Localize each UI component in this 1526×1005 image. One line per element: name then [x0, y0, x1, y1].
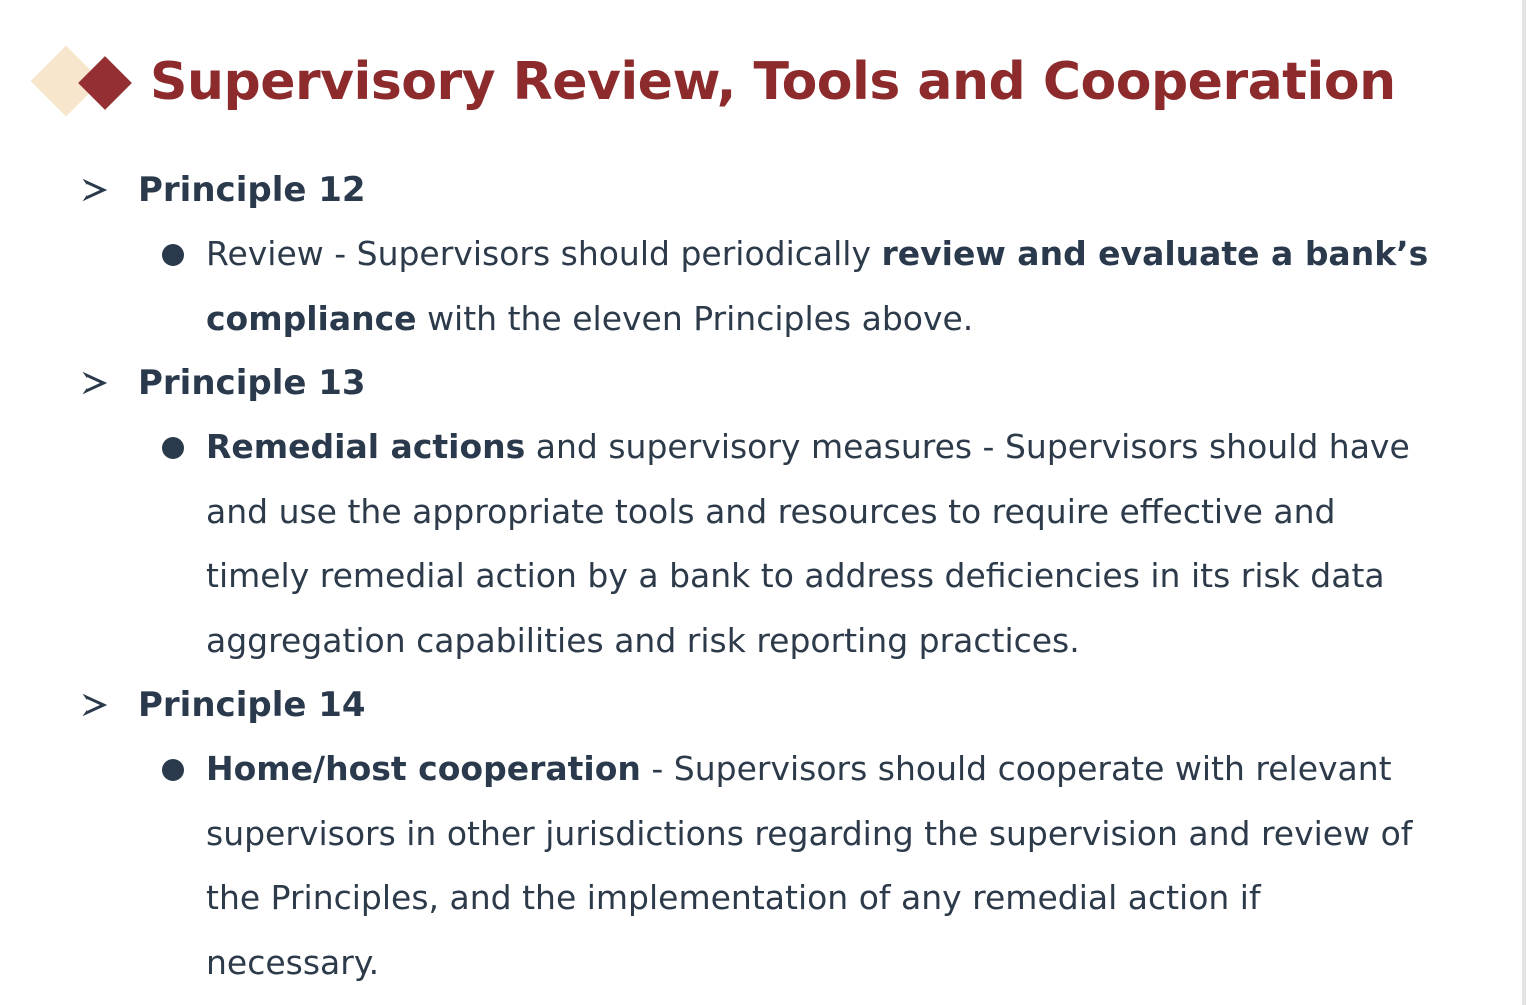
dark-diamond-shape [78, 56, 132, 110]
principle-heading: Principle 13 [138, 363, 366, 403]
principles-list [80, 158, 1440, 995]
double-diamond-icon [28, 44, 138, 120]
description-text: - Supervisors should cooperate with relevant supervisors in other jurisdictions regarding the supervision and review of the Principles, and the implementation of any remedial action if necessary. [206, 749, 1413, 982]
description-emphasis: review and evaluate a bank’s compliance [206, 234, 1429, 338]
arrowhead-icon [82, 370, 108, 396]
principle-description [206, 737, 1436, 995]
arrowhead-icon [82, 692, 108, 718]
slide-title: Supervisory Review, Tools and Cooperation [150, 52, 1396, 112]
principle-item [80, 158, 1440, 222]
principle-description [206, 222, 1436, 351]
description-text: Review - Supervisors should periodically [206, 234, 882, 273]
filled-circle-icon [162, 759, 184, 781]
arrowhead-icon [82, 177, 108, 203]
description-text: and supervisory measures - Supervisors should have and use the appropriate tools and resources to require effective and timely remedial action by a bank to address deficiencies in its risk data aggregation capabilities and risk reporting practices. [206, 427, 1410, 660]
description-emphasis: Home/host cooperation [206, 749, 641, 788]
principle-item [80, 351, 1440, 415]
principle-heading: Principle 14 [138, 685, 366, 725]
slide-edge [1522, 0, 1526, 1005]
description-text: with the eleven Principles above. [416, 298, 974, 338]
description-emphasis: Remedial actions [206, 427, 526, 466]
principle-heading: Principle 12 [138, 170, 366, 210]
principle-bullet [80, 222, 1440, 351]
filled-circle-icon [162, 244, 184, 266]
principle-item [80, 673, 1440, 737]
principle-bullet [80, 415, 1440, 673]
principle-bullet [80, 737, 1440, 995]
filled-circle-icon [162, 437, 184, 459]
principle-description [206, 415, 1436, 673]
